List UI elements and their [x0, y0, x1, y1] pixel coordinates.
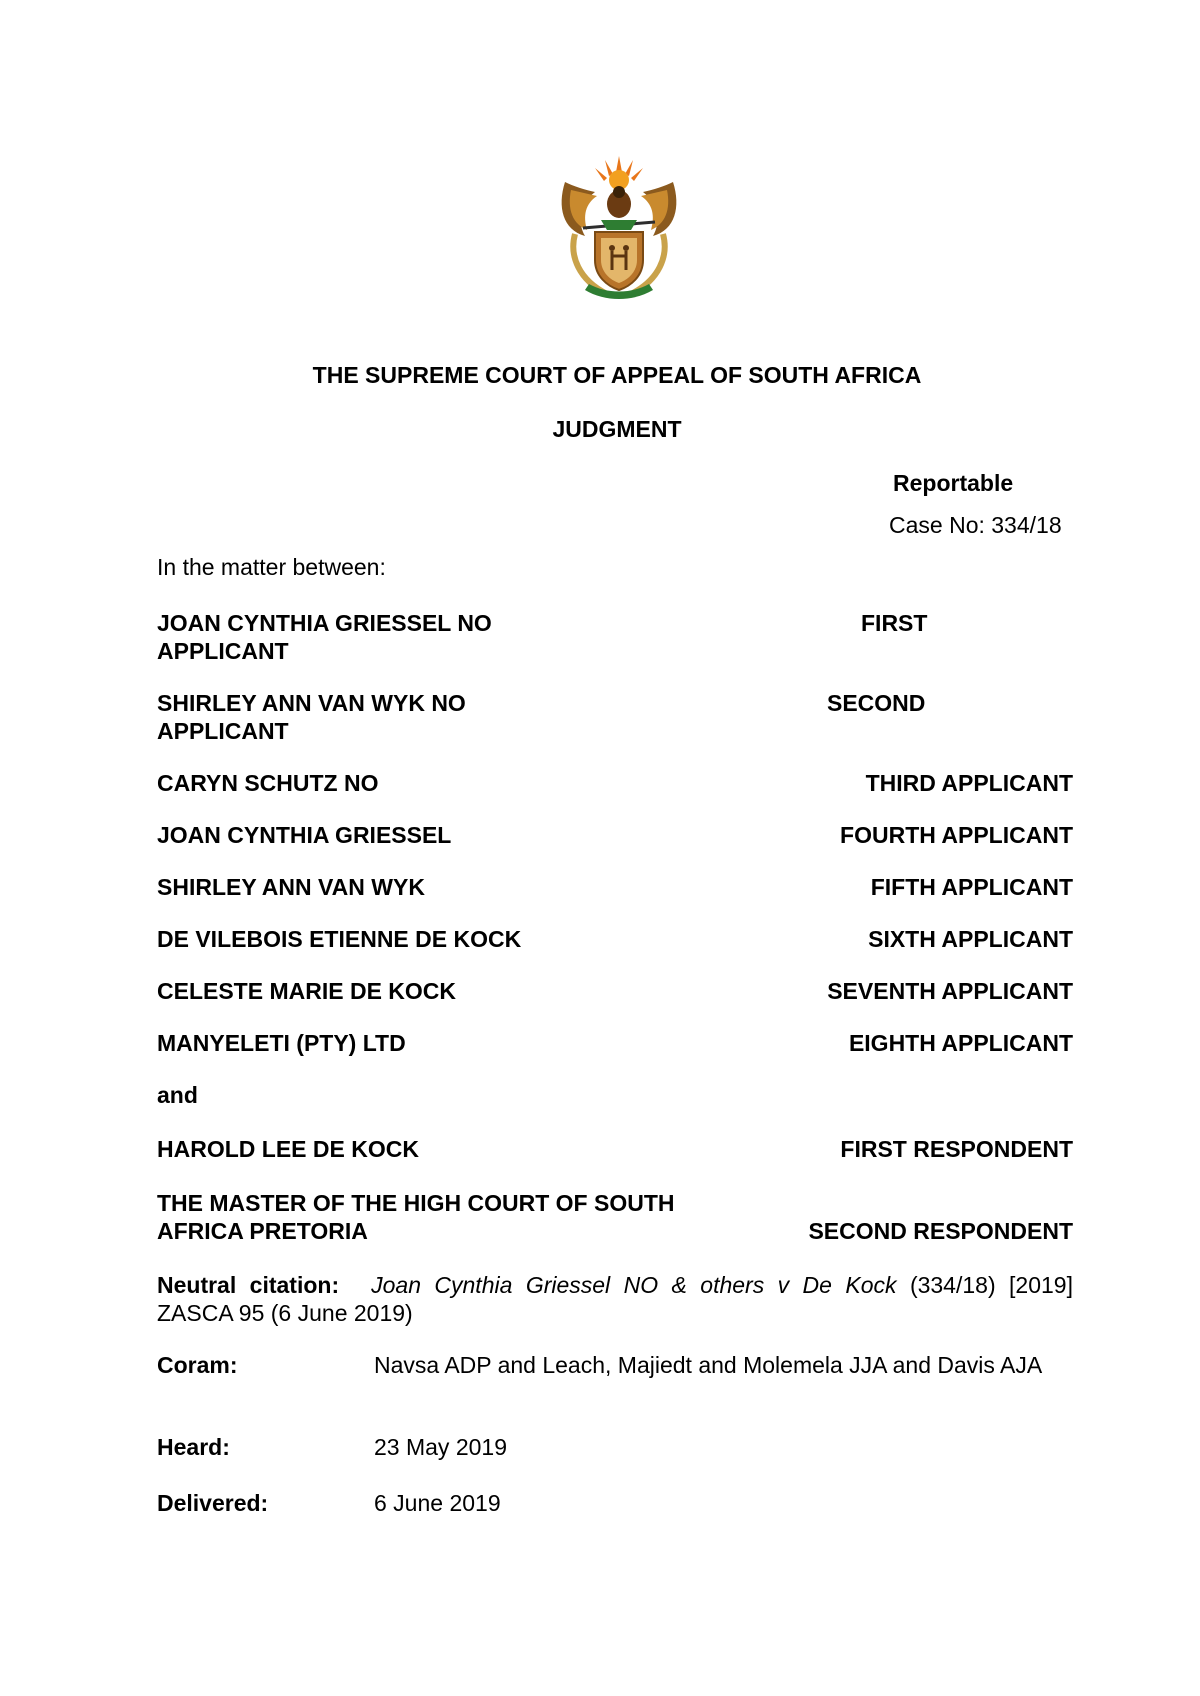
heard-value: 23 May 2019: [374, 1434, 507, 1460]
party-name: JOAN CYNTHIA GRIESSEL: [157, 822, 452, 848]
party-name: SHIRLEY ANN VAN WYK: [157, 874, 425, 900]
party-role-continued: APPLICANT: [157, 718, 289, 744]
party-name: JOAN CYNTHIA GRIESSEL NO: [157, 610, 492, 636]
party-name: CARYN SCHUTZ NO: [157, 770, 379, 796]
party-role: THIRD APPLICANT: [865, 770, 1073, 796]
neutral-citation: [157, 1271, 1073, 1327]
party-name: MANYELETI (PTY) LTD: [157, 1030, 406, 1056]
document-type: JUDGMENT: [552, 416, 682, 442]
respondent-name: THE MASTER OF THE HIGH COURT OF SOUTH: [157, 1190, 675, 1216]
coat-of-arms-icon: [555, 152, 683, 304]
reportable-label: Reportable: [893, 470, 1014, 496]
citation-reference: (334/18) [2019] ZASCA 95 (6 June 2019): [157, 1272, 1073, 1326]
case-number: Case No: 334/18: [889, 512, 1062, 538]
heard-label: Heard:: [157, 1434, 230, 1460]
party-role: EIGHTH APPLICANT: [848, 1030, 1073, 1056]
intro-text: In the matter between:: [157, 554, 386, 580]
party-role: FIFTH APPLICANT: [870, 874, 1073, 900]
party-role: SEVENTH APPLICANT: [827, 978, 1073, 1004]
conjunction: and: [157, 1082, 198, 1108]
party-role: FIRST: [861, 610, 928, 636]
party-name: CELESTE MARIE DE KOCK: [157, 978, 457, 1004]
court-name: THE SUPREME COURT OF APPEAL OF SOUTH AFRICA: [312, 362, 922, 388]
delivered-value: 6 June 2019: [374, 1490, 501, 1516]
citation-case-name: Joan Cynthia Griessel NO & others v De Kock: [371, 1272, 897, 1298]
delivered-label: Delivered:: [157, 1490, 269, 1516]
party-role-continued: APPLICANT: [157, 638, 289, 664]
party-role: FOURTH APPLICANT: [840, 822, 1073, 848]
coram-label: Coram:: [157, 1352, 238, 1378]
respondent-role: SECOND RESPONDENT: [808, 1218, 1073, 1244]
coram-value: Navsa ADP and Leach, Majiedt and Molemela JJA and Davis AJA: [374, 1352, 1043, 1378]
respondent-name: HAROLD LEE DE KOCK: [157, 1136, 419, 1162]
party-name: SHIRLEY ANN VAN WYK NO: [157, 690, 466, 716]
respondent-name-continued: AFRICA PRETORIA: [157, 1218, 368, 1244]
party-name: DE VILEBOIS ETIENNE DE KOCK: [157, 926, 522, 952]
respondent-role: FIRST RESPONDENT: [840, 1136, 1073, 1162]
party-role: SECOND: [827, 690, 926, 716]
neutral-citation-label: Neutral citation:: [157, 1272, 340, 1298]
party-role: SIXTH APPLICANT: [868, 926, 1073, 952]
